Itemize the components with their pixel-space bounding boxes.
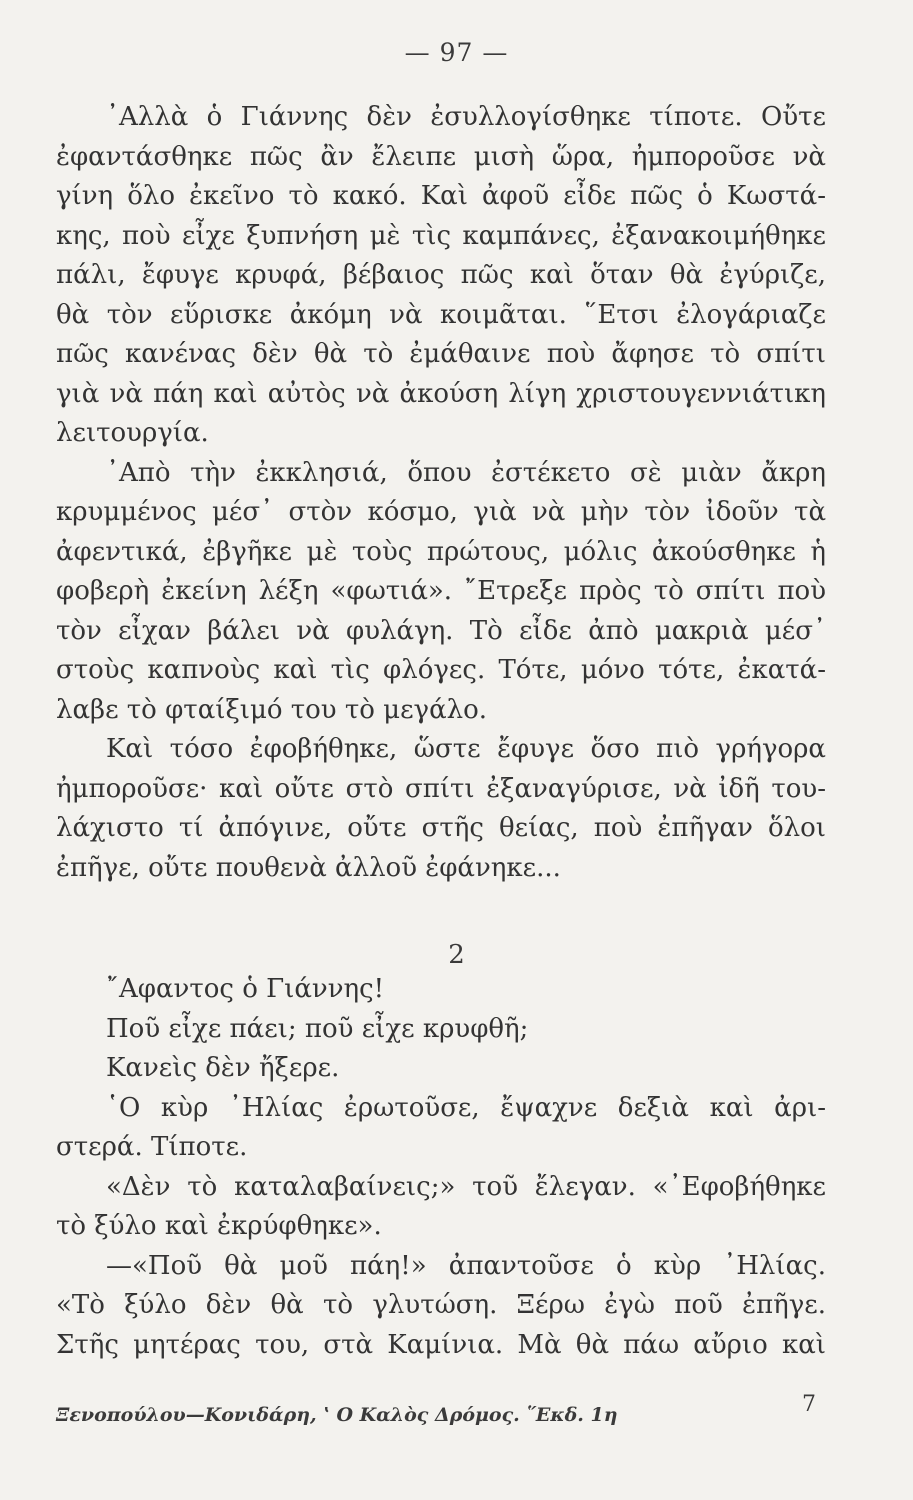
section-number: 2 bbox=[448, 940, 465, 970]
text-line: ἐφαντάσθηκε πῶς ἂν ἔλειπε μισὴ ὥρα, ἠμποροῦσε νὰ bbox=[56, 141, 826, 172]
text-line: τὸ ξύλο καὶ ἐκρύφθηκε». bbox=[56, 1211, 382, 1241]
text-line: —«Ποῦ θὰ μοῦ πάη!» ἀπαντοῦσε ὁ κὺρ ᾿Ηλίας. bbox=[106, 1250, 826, 1281]
text-line: Στῆς μητέρας του, στὰ Καμίνια. Μὰ θὰ πάω αὔριο καὶ bbox=[56, 1329, 826, 1360]
text-line: «Δὲν τὸ καταλαβαίνεις;» τοῦ ἔλεγαν. «᾿Εφοβήθηκε bbox=[106, 1171, 826, 1202]
text-line: ῾Ο κὺρ ᾿Ηλίας ἐρωτοῦσε, ἔψαχνε δεξιὰ καὶ ἀρι- bbox=[106, 1092, 826, 1123]
text-line: φοβερὴ ἐκείνη λέξη «φωτιά». ῎Ετρεξε πρὸς τὸ σπίτι ποὺ bbox=[56, 576, 826, 606]
text-line: ἠμποροῦσε· καὶ οὔτε στὸ σπίτι ἐξαναγύρισε, νὰ ἰδῆ του- bbox=[56, 773, 826, 804]
paragraphs-section-2 bbox=[56, 970, 826, 1365]
text-line: κης, ποὺ εἶχε ξυπνήση μὲ τὶς καμπάνες, ἐξανακοιμήθηκε bbox=[56, 220, 826, 251]
footer-signature: Ξενοπούλου—Κονιδάρη, ʽ Ο Καλὸς Δρόμος. ῞Εκδ. 1η bbox=[56, 1404, 618, 1426]
text-line: κρυμμένος μέσ᾿ στὸν κόσμο, γιὰ νὰ μὴν τὸν ἰδοῦν τὰ bbox=[56, 497, 826, 527]
text-line: ῎Αφαντος ὁ Γιάννης! bbox=[106, 974, 385, 1004]
text-line: γίνη ὅλο ἐκεῖνο τὸ κακό. Καὶ ἀφοῦ εἶδε πῶς ὁ Κωστά- bbox=[56, 181, 826, 211]
paragraphs-before-section-2 bbox=[56, 98, 826, 888]
text-line: γιὰ νὰ πάη καὶ αὐτὸς νὰ ἀκούση λίγη χριστουγεννιάτικη bbox=[56, 378, 826, 409]
text-line: ἐπῆγε, οὔτε πουθενὰ ἀλλοῦ ἐφάνηκε... bbox=[56, 852, 561, 883]
page-number: — 97 — bbox=[404, 38, 509, 67]
text-line: ᾿Αλλὰ ὁ Γιάννης δὲν ἐσυλλογίσθηκε τίποτε. Οὔτε bbox=[106, 102, 826, 132]
text-line: λειτουργία. bbox=[56, 418, 209, 448]
text-line: θὰ τὸν εὕρισκε ἀκόμη νὰ κοιμᾶται. ῞Ετσι ἐλογάριαζε bbox=[56, 299, 826, 330]
text-line: πάλι, ἔφυγε κρυφά, βέβαιος πῶς καὶ ὅταν θὰ ἐγύριζε, bbox=[56, 260, 826, 290]
text-line: ᾿Απὸ τὴν ἐκκλησιά, ὅπου ἐστέκετο σὲ μιὰν ἄκρη bbox=[106, 457, 826, 488]
sheet-number: 7 bbox=[802, 1392, 816, 1417]
text-line: «Τὸ ξύλο δὲν θὰ τὸ γλυτώση. Ξέρω ἐγὼ ποῦ ἐπῆγε. bbox=[56, 1290, 826, 1320]
text-line: ἀφεντικά, ἐβγῆκε μὲ τοὺς πρώτους, μόλις ἀκούσθηκε ἡ bbox=[56, 536, 826, 567]
text-line: στοὺς καπνοὺς καὶ τὶς φλόγες. Τότε, μόνο τότε, ἐκατά- bbox=[56, 655, 826, 685]
text-line: Κανεὶς δὲν ἤξερε. bbox=[106, 1053, 340, 1083]
text-line: λάχιστο τί ἀπόγινε, οὔτε στῆς θείας, ποὺ ἐπῆγαν ὅλοι bbox=[56, 813, 826, 843]
text-line: λαβε τὸ φταίξιμό του τὸ μεγάλο. bbox=[56, 694, 488, 725]
text-line: πῶς κανένας δὲν θὰ τὸ ἐμάθαινε ποὺ ἄφησε τὸ σπίτι bbox=[56, 339, 826, 369]
text-line: στερά. Τίποτε. bbox=[56, 1132, 248, 1162]
page-footer bbox=[56, 1392, 816, 1432]
text-line: Ποῦ εἶχε πάει; ποῦ εἶχε κρυφθῆ; bbox=[106, 1013, 529, 1044]
text-line: τὸν εἶχαν βάλει νὰ φυλάγη. Τὸ εἶδε ἀπὸ μακριὰ μέσ᾿ bbox=[56, 615, 826, 646]
text-line: Καὶ τόσο ἐφοβήθηκε, ὥστε ἔφυγε ὅσο πιὸ γρήγορα bbox=[106, 734, 826, 764]
